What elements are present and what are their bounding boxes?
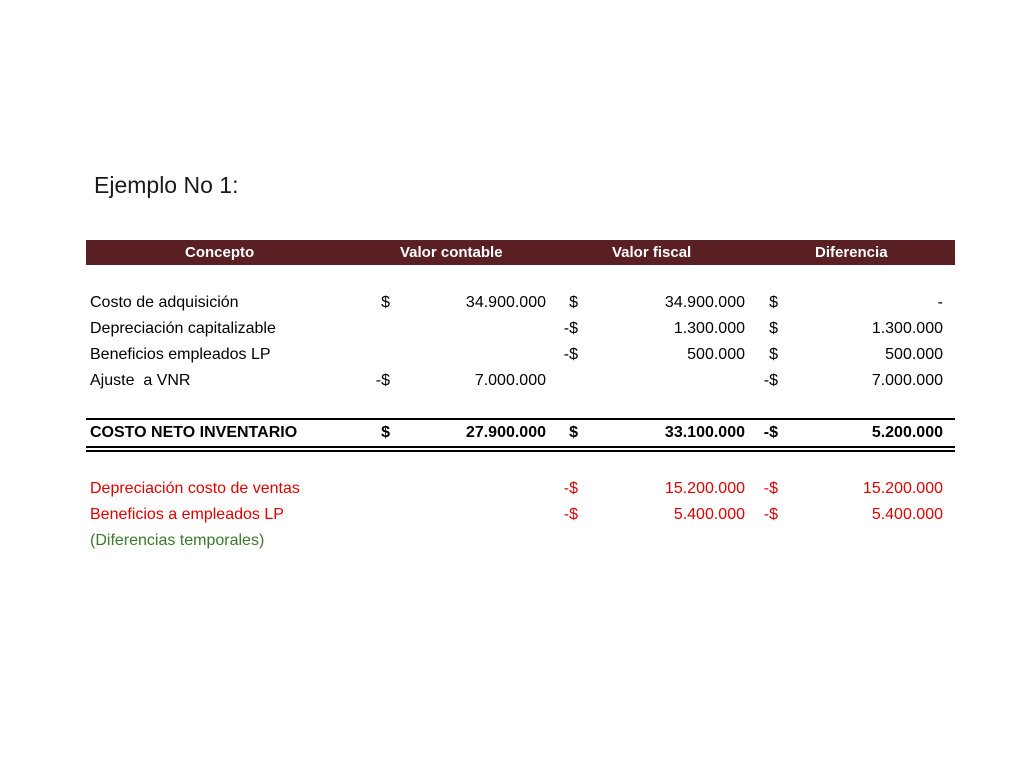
row-currency: $ [769, 294, 778, 311]
row-label: Depreciación costo de ventas [90, 480, 300, 497]
row-currency: -$ [563, 506, 578, 523]
row-label: Beneficios empleados LP [90, 346, 271, 363]
row-diferencia: 1.300.000 [871, 320, 943, 337]
row-valor-fiscal: 15.200.000 [664, 480, 745, 497]
total-currency: $ [381, 424, 390, 441]
row-label: Depreciación capitalizable [90, 320, 276, 337]
table-row [0, 504, 1024, 528]
note-row [0, 530, 1024, 554]
row-diferencia: 5.400.000 [871, 506, 943, 523]
row-currency: $ [769, 346, 778, 363]
row-currency: -$ [563, 480, 578, 497]
row-currency: -$ [563, 320, 578, 337]
table-header [86, 240, 955, 265]
table-row [0, 318, 1024, 342]
row-currency: -$ [763, 372, 778, 389]
row-diferencia: 15.200.000 [862, 480, 943, 497]
row-label: Beneficios a empleados LP [90, 506, 284, 523]
total-label: COSTO NETO INVENTARIO [90, 424, 298, 441]
row-currency: $ [769, 320, 778, 337]
row-currency: $ [381, 294, 390, 311]
row-valor-fiscal: 1.300.000 [673, 320, 745, 337]
row-label: Costo de adquisición [90, 294, 239, 311]
row-valor-fiscal: 5.400.000 [673, 506, 745, 523]
header-diferencia: Diferencia [815, 244, 888, 261]
row-currency: -$ [563, 346, 578, 363]
total-diferencia: 5.200.000 [871, 424, 943, 441]
note-text: (Diferencias temporales) [90, 532, 265, 549]
table-row [0, 344, 1024, 368]
row-diferencia: 500.000 [885, 346, 943, 363]
total-valor-contable: 27.900.000 [465, 424, 546, 441]
row-valor-fiscal: 500.000 [687, 346, 745, 363]
row-currency: -$ [763, 480, 778, 497]
table-row [0, 478, 1024, 502]
row-currency: -$ [763, 506, 778, 523]
row-currency: $ [569, 294, 578, 311]
total-bottom-rule [86, 446, 955, 448]
header-concepto: Concepto [185, 244, 255, 261]
total-valor-fiscal: 33.100.000 [664, 424, 745, 441]
row-diferencia: - [937, 294, 943, 311]
row-valor-contable: 7.000.000 [474, 372, 546, 389]
total-row [0, 422, 1024, 446]
total-currency: -$ [763, 424, 778, 441]
page-title: Ejemplo No 1: [94, 172, 239, 198]
row-label: Ajuste a VNR [90, 372, 191, 389]
total-top-rule [86, 418, 955, 420]
table-row [0, 370, 1024, 394]
header-valor-contable: Valor contable [400, 244, 503, 261]
row-currency: -$ [375, 372, 390, 389]
row-valor-contable: 34.900.000 [465, 294, 546, 311]
header-valor-fiscal: Valor fiscal [612, 244, 692, 261]
row-valor-fiscal: 34.900.000 [664, 294, 745, 311]
table-row [0, 292, 1024, 316]
total-currency: $ [569, 424, 578, 441]
total-bottom-rule-double [86, 450, 955, 452]
row-diferencia: 7.000.000 [871, 372, 943, 389]
